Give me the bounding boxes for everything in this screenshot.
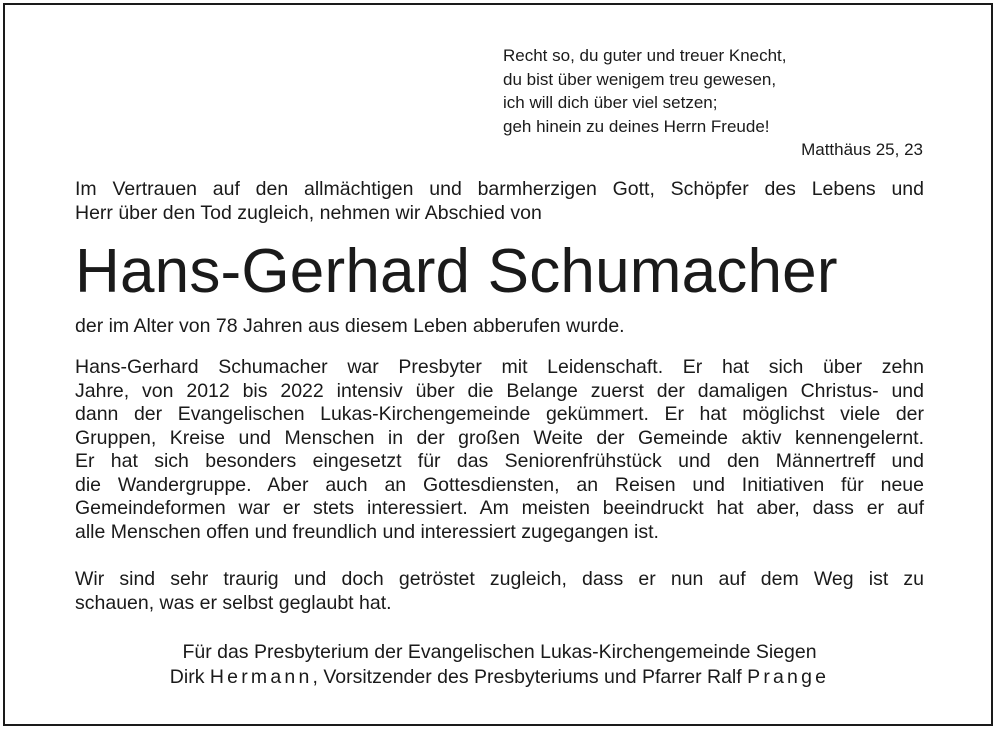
verse-line: geh hinein zu deines Herrn Freude! — [503, 116, 770, 136]
signer-last-name: Hermann — [209, 666, 313, 688]
signer-first-name: Dirk — [169, 666, 205, 688]
biography-line: dann der Evangelischen Lukas-Kirchengemeinde gekümmert. Er hat möglichst viele der — [75, 403, 924, 425]
biography-line: Gemeindeformen war er stets interessiert. Am meisten beeindruckt hat aber, dass er auf — [75, 497, 924, 519]
closing-line: Wir sind sehr traurig und doch getröstet zugleich, dass er nun auf dem Weg ist zu — [75, 568, 924, 590]
age-line: der im Alter von 78 Jahren aus diesem Leben abberufen wurde. — [75, 315, 625, 337]
verse-line: du bist über wenigem treu gewesen, — [503, 69, 777, 89]
signature — [75, 640, 924, 690]
signature-roles: , Vorsitzender des Presbyteriums und Pfarrer Ralf — [312, 666, 742, 688]
bible-verse — [503, 44, 923, 162]
verse-reference: Matthäus 25, 23 — [801, 140, 923, 159]
pastor-last-name: Prange — [747, 666, 830, 688]
signature-line: Für das Presbyterium der Evangelischen Lukas-Kirchengemeinde Siegen — [182, 641, 817, 663]
biography-line: Er hat sich besonders eingesetzt für das Seniorenfrühstück und den Männertreff und — [75, 450, 924, 472]
closing-line: schauen, was er selbst geglaubt hat. — [75, 591, 392, 614]
verse-line: ich will dich über viel setzen; — [503, 93, 718, 112]
biography-line: die Wandergruppe. Aber auch an Gottesdiensten, an Reisen und Initiativen für neue — [75, 473, 924, 496]
signature-names — [75, 665, 924, 690]
deceased-name: Hans-Gerhard Schumacher — [75, 237, 838, 306]
biography-line: alle Menschen offen und freundlich und interessiert zugegangen ist. — [75, 520, 659, 543]
intro-text — [75, 177, 924, 225]
biography-line: Hans-Gerhard Schumacher war Presbyter mit Leidenschaft. Er hat sich über zehn — [75, 356, 924, 378]
biography-line: Gruppen, Kreise und Menschen in der großen Weite der Gemeinde aktiv kennengelernt. — [75, 426, 924, 449]
verse-line: Recht so, du guter und treuer Knecht, — [503, 46, 787, 65]
closing-text — [75, 568, 924, 615]
biography — [75, 356, 924, 544]
intro-line: Herr über den Tod zugleich, nehmen wir Abschied von — [75, 202, 542, 224]
intro-line: Im Vertrauen auf den allmächtigen und barmherzigen Gott, Schöpfer des Lebens und — [75, 178, 924, 200]
biography-line: Jahre, von 2012 bis 2022 intensiv über die Belange zuerst der damaligen Christus- und — [75, 379, 924, 402]
